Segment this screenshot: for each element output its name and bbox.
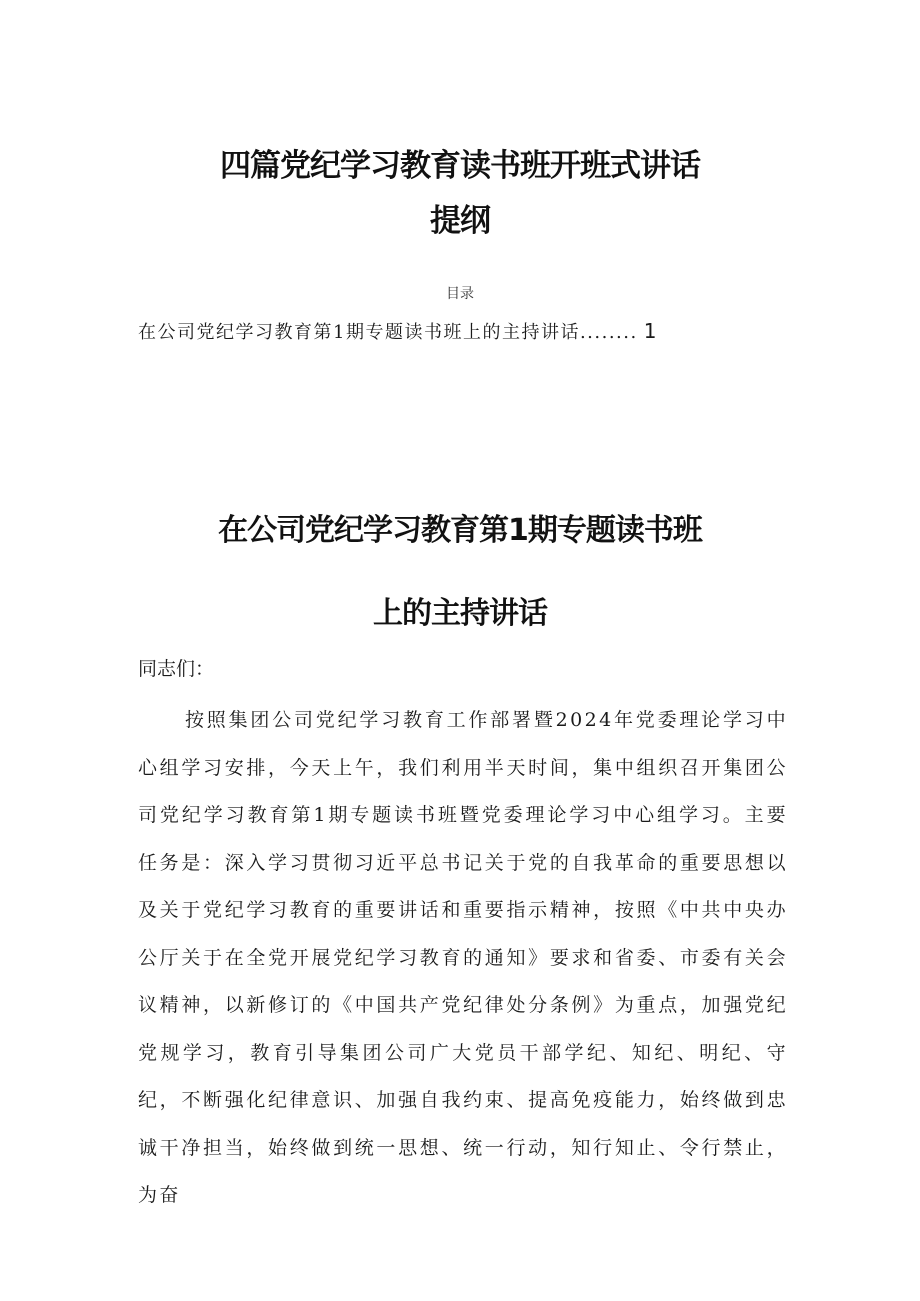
document-title-line-1: 四篇党纪学习教育读书班开班式讲话 — [220, 148, 700, 184]
document-title-line-2: 提纲 — [430, 203, 490, 239]
salutation: 同志们： — [138, 658, 215, 680]
speech-title-line-2: 上的主持讲话 — [373, 596, 547, 631]
speech-paragraph: 按照集团公司党纪学习教育工作部署暨2024年党委理论学习中心组学习安排，今天上午，我们利用半天时间，集中组织召开集团公司党纪学习教育第1期专题读书班暨党委理论学习中心组学习。主要任务是：深入学习贯彻习近平总书记关于党的自我革命的重要思想以及关于党纪学习教育的重要讲话和重要指示精神，按照《中共中央办公厅关于在全党开展党纪学习教育的通知》要求和省委、市委有关会议精神，以新修订的《中国共产党纪律处分条例》为重点，加强党纪党规学习，教育引导集团公司广大党员干部学纪、知纪、明纪、守纪，不断强化纪律意识、加强自我约束、提高免疫能力，始终做到忠诚干净担当，始终做到统一思想、统一行动，知行知止、令行禁止，为奋 — [138, 709, 788, 1206]
toc-entry[interactable] — [138, 318, 656, 344]
toc-entry-page: 1 — [643, 319, 657, 343]
speech-title-line-1: 在公司党纪学习教育第1期专题读书班 — [218, 513, 702, 548]
toc-heading: 目录 — [446, 286, 474, 302]
toc-entry-text: 在公司党纪学习教育第1期专题读书班上的主持讲话........ — [138, 322, 638, 343]
